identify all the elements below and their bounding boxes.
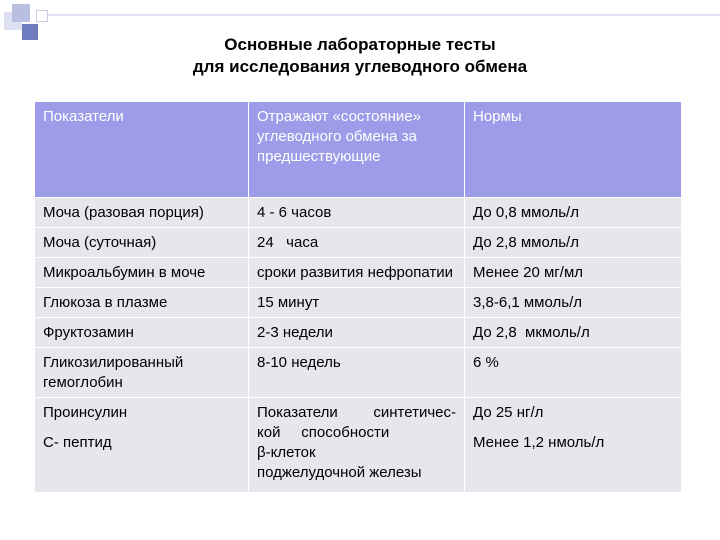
cell-indicator: Моча (суточная) — [35, 228, 249, 258]
cell-norm: 3,8-6,1 ммоль/л — [465, 288, 682, 318]
cell-indicator: Фруктозамин — [35, 318, 249, 348]
decor-line — [48, 14, 720, 16]
cell-period: 4 - 6 часов — [249, 198, 465, 228]
cell-norm: До 2,8 мкмоль/л — [465, 318, 682, 348]
cell-period: 24 часа — [249, 228, 465, 258]
table-row — [35, 288, 682, 318]
decor-square-mid — [12, 4, 30, 22]
cell-indicator: Микроальбумин в моче — [35, 258, 249, 288]
cell-period: 8-10 недель — [249, 348, 465, 398]
cell-norm: 6 % — [465, 348, 682, 398]
cell-period: 15 минут — [249, 288, 465, 318]
table-header-row — [35, 102, 682, 198]
period-line-2: кой способности — [257, 424, 390, 441]
header-indicators: Показатели — [35, 102, 249, 198]
table-row — [35, 258, 682, 288]
indicator-c-peptide: С- пептид — [43, 434, 112, 451]
cell-period: 2-3 недели — [249, 318, 465, 348]
header-reflects: Отражают «состояние» углеводного обмена за предшествующие — [249, 102, 465, 198]
indicator-proinsulin: Проинсулин — [43, 404, 128, 421]
slide-title-line-2: для исследования углеводного обмена — [192, 57, 528, 76]
cell-indicator — [35, 398, 249, 493]
table-row — [35, 198, 682, 228]
lab-tests-table — [34, 101, 682, 493]
cell-norm: До 2,8 ммоль/л — [465, 228, 682, 258]
norm-proinsulin: До 25 нг/л — [473, 404, 544, 421]
table-row — [35, 398, 682, 493]
cell-period — [249, 398, 465, 493]
slide-title-line-1: Основные лабораторные тесты — [224, 35, 496, 54]
norm-c-peptide: Менее 1,2 нмоль/л — [473, 434, 605, 451]
table-row — [35, 318, 682, 348]
table-row — [35, 228, 682, 258]
cell-indicator: Моча (разовая порция) — [35, 198, 249, 228]
decor-square-outline — [36, 10, 48, 22]
period-line-4: поджелудочной железы — [257, 464, 422, 481]
header-norms: Нормы — [465, 102, 682, 198]
period-line-1: Показатели синтетичес- — [257, 404, 456, 421]
slide-title — [0, 34, 720, 78]
period-line-3: β-клеток — [257, 444, 316, 461]
cell-indicator: Глюкоза в плазме — [35, 288, 249, 318]
cell-norm: До 0,8 ммоль/л — [465, 198, 682, 228]
cell-indicator: Гликозилированный гемоглобин — [35, 348, 249, 398]
cell-norm — [465, 398, 682, 493]
cell-period: сроки развития нефропатии — [249, 258, 465, 288]
table-row — [35, 348, 682, 398]
cell-norm: Менее 20 мг/мл — [465, 258, 682, 288]
